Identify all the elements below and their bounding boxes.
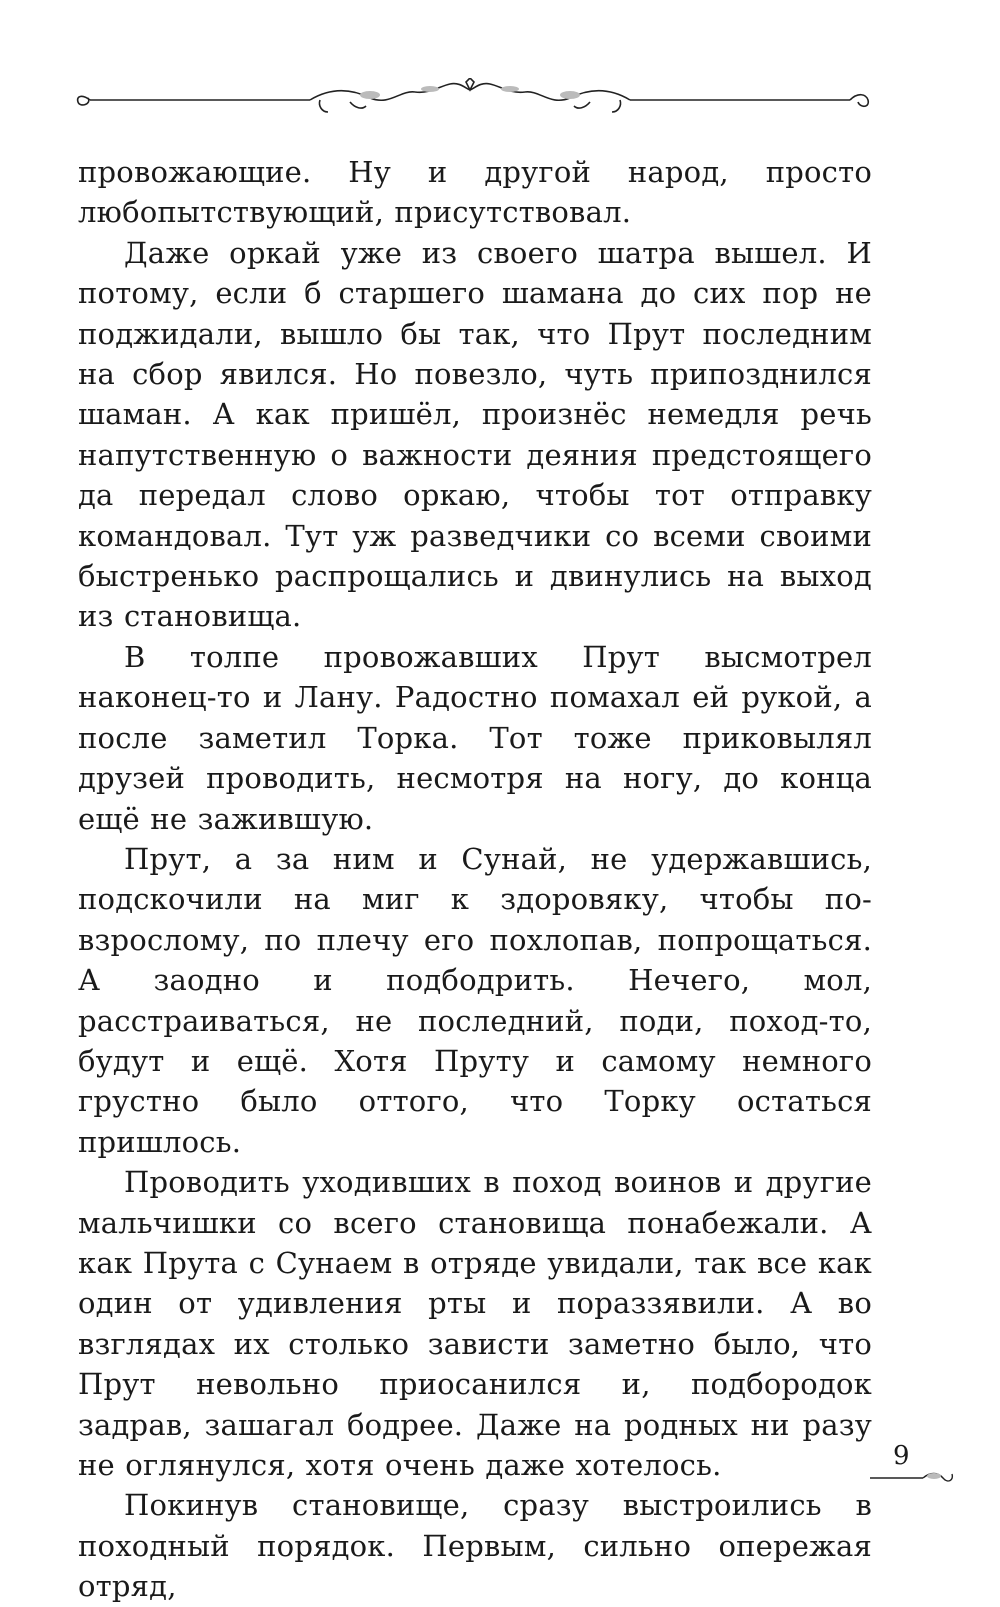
flourish-icon [868, 1468, 958, 1490]
paragraph-3: В толпе провожавших Прут высмотрел наконец-то и Лану. Радостно помахал ей рукой, а после заметил Торка. Тот тоже приковылял друзей проводить, несмотря на ногу, до конца ещё не зажившую. [78, 639, 872, 836]
page-number: 9 [893, 1441, 910, 1471]
vine-ornament-icon [70, 78, 880, 118]
paragraph-1: провожающие. Ну и другой народ, просто любопытствующий, присутствовал. [78, 155, 872, 230]
paragraph-2: Даже оркай уже из своего шатра вышел. И потому, если б старшего шамана до сих пор не поджидали, вышло бы так, что Прут последним на сбор явился. Но повезло, чуть припозднился шаман. А как пришёл, произнёс немедля речь напутственную о важности деяния предстоящего да передал слово оркаю, чтобы тот отправку командовал. Тут уж разведчики со всеми своими быстренько распрощались и двинулись на выход из становища. [78, 235, 872, 634]
body-text [78, 152, 872, 1607]
paragraph-4: Прут, а за ним и Сунай, не удержавшись, подскочили на миг к здоровяку, чтобы по-взрослому, по плечу его похлопав, попрощаться. А заодно и подбодрить. Нечего, мол, расстраиваться, не последний, поди, поход-то, будут и ещё. Хотя Пруту и самому немного грустно было оттого, что Торку остаться пришлось. [78, 841, 872, 1159]
paragraph-5: Проводить уходивших в поход воинов и другие мальчишки со всего становища понабежали. А как Прута с Сунаем в отряде увидали, так все как один от удивления рты и пораззявили. А во взглядах их столько зависти заметно было, что Прут невольно приосанился и, подбородок задрав, зашагал бодрее. Даже на родных ни разу не оглянулся, хотя очень даже хотелось. [78, 1165, 872, 1482]
paragraph-6: Покинув становище, сразу выстроились в походный порядок. Первым, сильно опережая отряд, [78, 1488, 872, 1604]
